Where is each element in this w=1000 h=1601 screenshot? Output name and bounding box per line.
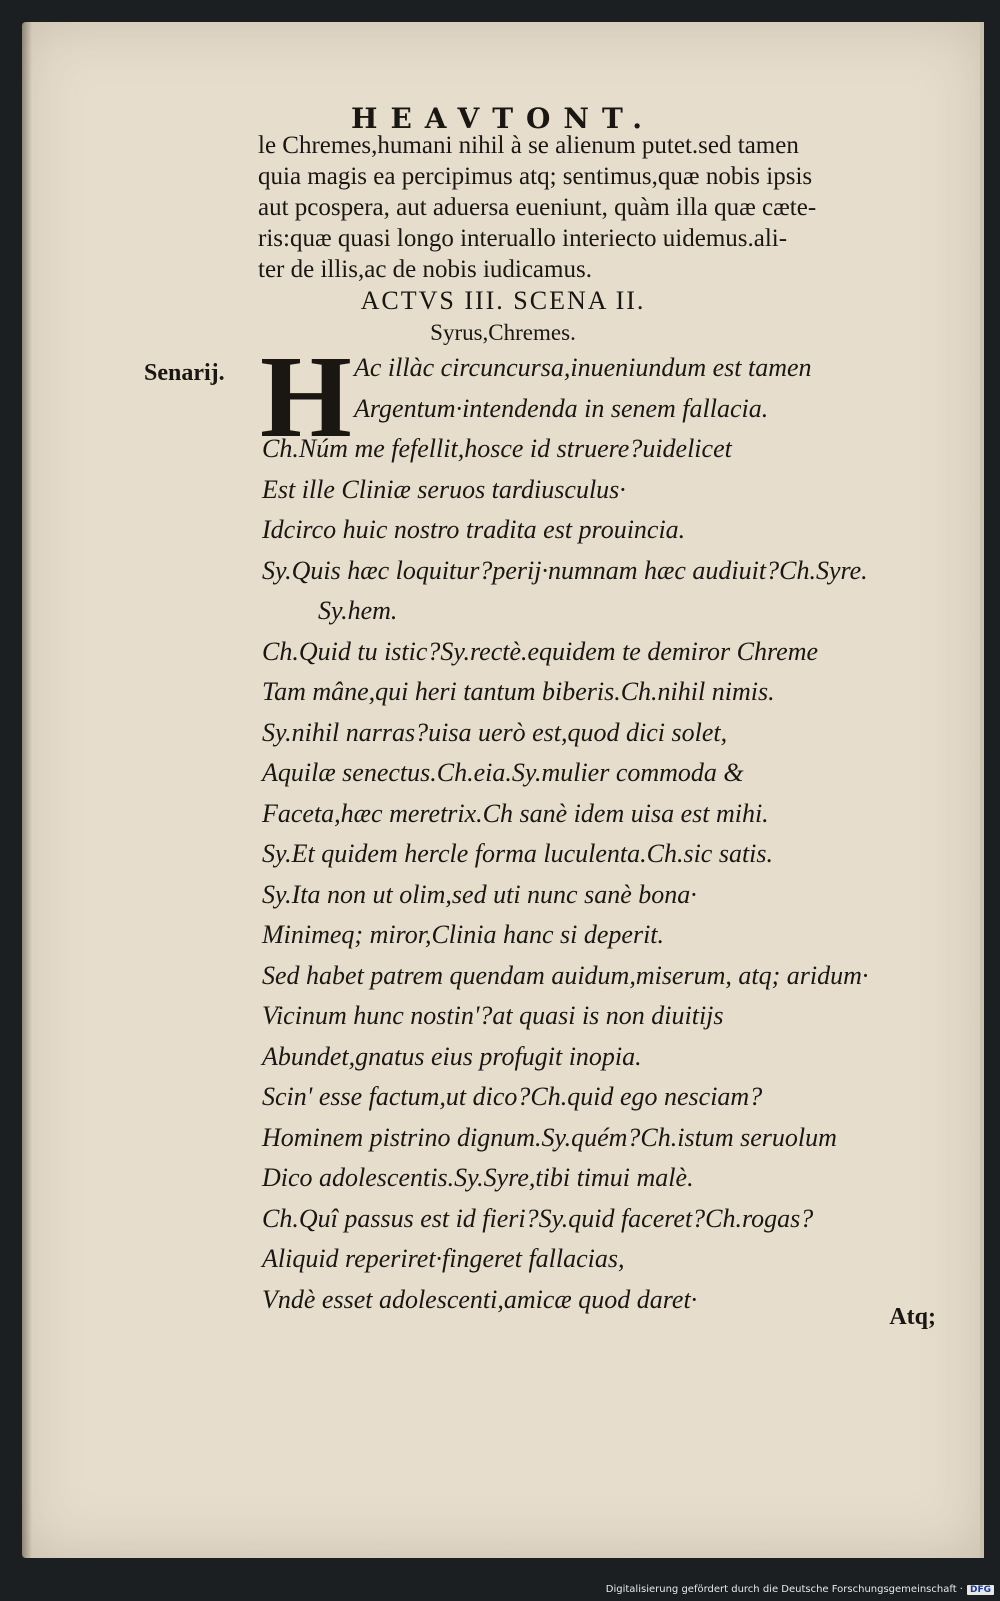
verse-line: Vndè esset adolescenti,amicæ quod daret·: [262, 1284, 698, 1314]
verse-line: Sy.nihil narras?uisa uerò est,quod dici solet,: [262, 717, 728, 747]
verse-line: Vicinum hunc nostin'?at quasi is non diuitijs: [262, 1001, 724, 1030]
act-heading: ACTVS III. SCENA II.: [360, 286, 646, 315]
verse-line: Sy.Quis hæc loquitur?perij·numnam hæc audiuit?Ch.Syre.: [262, 555, 868, 585]
verse-line: Ch.Quid tu istic?Sy.rectè.equidem te demiror Chreme: [262, 636, 819, 666]
verse-block: [262, 348, 962, 1320]
commentary-line: ter de illis,ac de nobis iudicamus.: [258, 256, 592, 283]
verse-line: Ch.Quî passus est id fieri?Sy.quid faceret?Ch.rogas?: [262, 1203, 814, 1233]
page-edge: [980, 22, 984, 1558]
commentary-line: quia magis ea percipimus atq; sentimus,quæ nobis ipsis: [258, 163, 813, 190]
verse-line: Sy.hem.: [318, 596, 398, 625]
margin-note: Senarij.: [144, 360, 225, 386]
commentary-line: aut pcospera, aut aduersa eueniunt, quàm illa quæ cæte-: [258, 194, 817, 221]
credit-text: Digitalisierung gefördert durch die Deutsche Forschungsgemeinschaft ·: [605, 1584, 963, 1595]
book-page: [22, 22, 984, 1558]
verse-line: Aquilæ senectus.Ch.eia.Sy.mulier commoda &: [262, 758, 744, 787]
running-head: HEAVTONT.: [350, 102, 655, 135]
verse-line: Abundet,gnatus eius profugit inopia.: [262, 1041, 642, 1071]
verse-line: Ac illàc circuncursa,inueniundum est tamen: [354, 353, 812, 382]
scene-persons: Syrus,Chremes.: [430, 320, 576, 345]
verse-line: Tam mâne,qui heri tantum biberis.Ch.nihil nimis.: [262, 677, 775, 706]
dfg-logo: DFG: [967, 1585, 994, 1595]
verse-line: Minimeq; miror,Clinia hanc si deperit.: [262, 920, 665, 949]
verse-line: Sy.Ita non ut olim,sed uti nunc sanè bona·: [262, 879, 697, 909]
digitization-credit: [606, 1584, 994, 1595]
verse-line: Sed habet patrem quendam auidum,miserum, atq; aridum·: [262, 960, 869, 990]
verse-line: Scin' esse factum,ut dico?Ch.quid ego nesciam?: [262, 1082, 763, 1111]
verse-line: Faceta,hæc meretrix.Ch sanè idem uisa est mihi.: [262, 798, 769, 828]
page-spine-shadow: [22, 22, 32, 1558]
catchword: Atq;: [889, 1304, 936, 1330]
verse-line: Idcirco huic nostro tradita est prouincia.: [262, 515, 686, 544]
verse-line: Hominem pistrino dignum.Sy.quém?Ch.istum seruolum: [262, 1122, 837, 1152]
commentary-block: [258, 130, 958, 285]
verse-line: Est ille Cliniæ seruos tardiusculus·: [262, 474, 626, 504]
commentary-line: le Chremes,humani nihil à se alienum putet.sed tamen: [258, 132, 799, 159]
verse-line: Aliquid reperiret·fingeret fallacias,: [262, 1244, 625, 1273]
verse-line: Ch.Núm me fefellit,hosce id struere?uidelicet: [262, 434, 732, 463]
decorated-initial: H: [260, 331, 352, 462]
verse-line: Dico adolescentis.Sy.Syre,tibi timui malè.: [262, 1163, 694, 1192]
verse-line: Argentum·intendenda in senem fallacia.: [354, 393, 769, 423]
verse-line: Sy.Et quidem hercle forma luculenta.Ch.sic satis.: [262, 839, 774, 868]
commentary-line: ris:quæ quasi longo interuallo interiecto uidemus.ali-: [258, 225, 788, 252]
